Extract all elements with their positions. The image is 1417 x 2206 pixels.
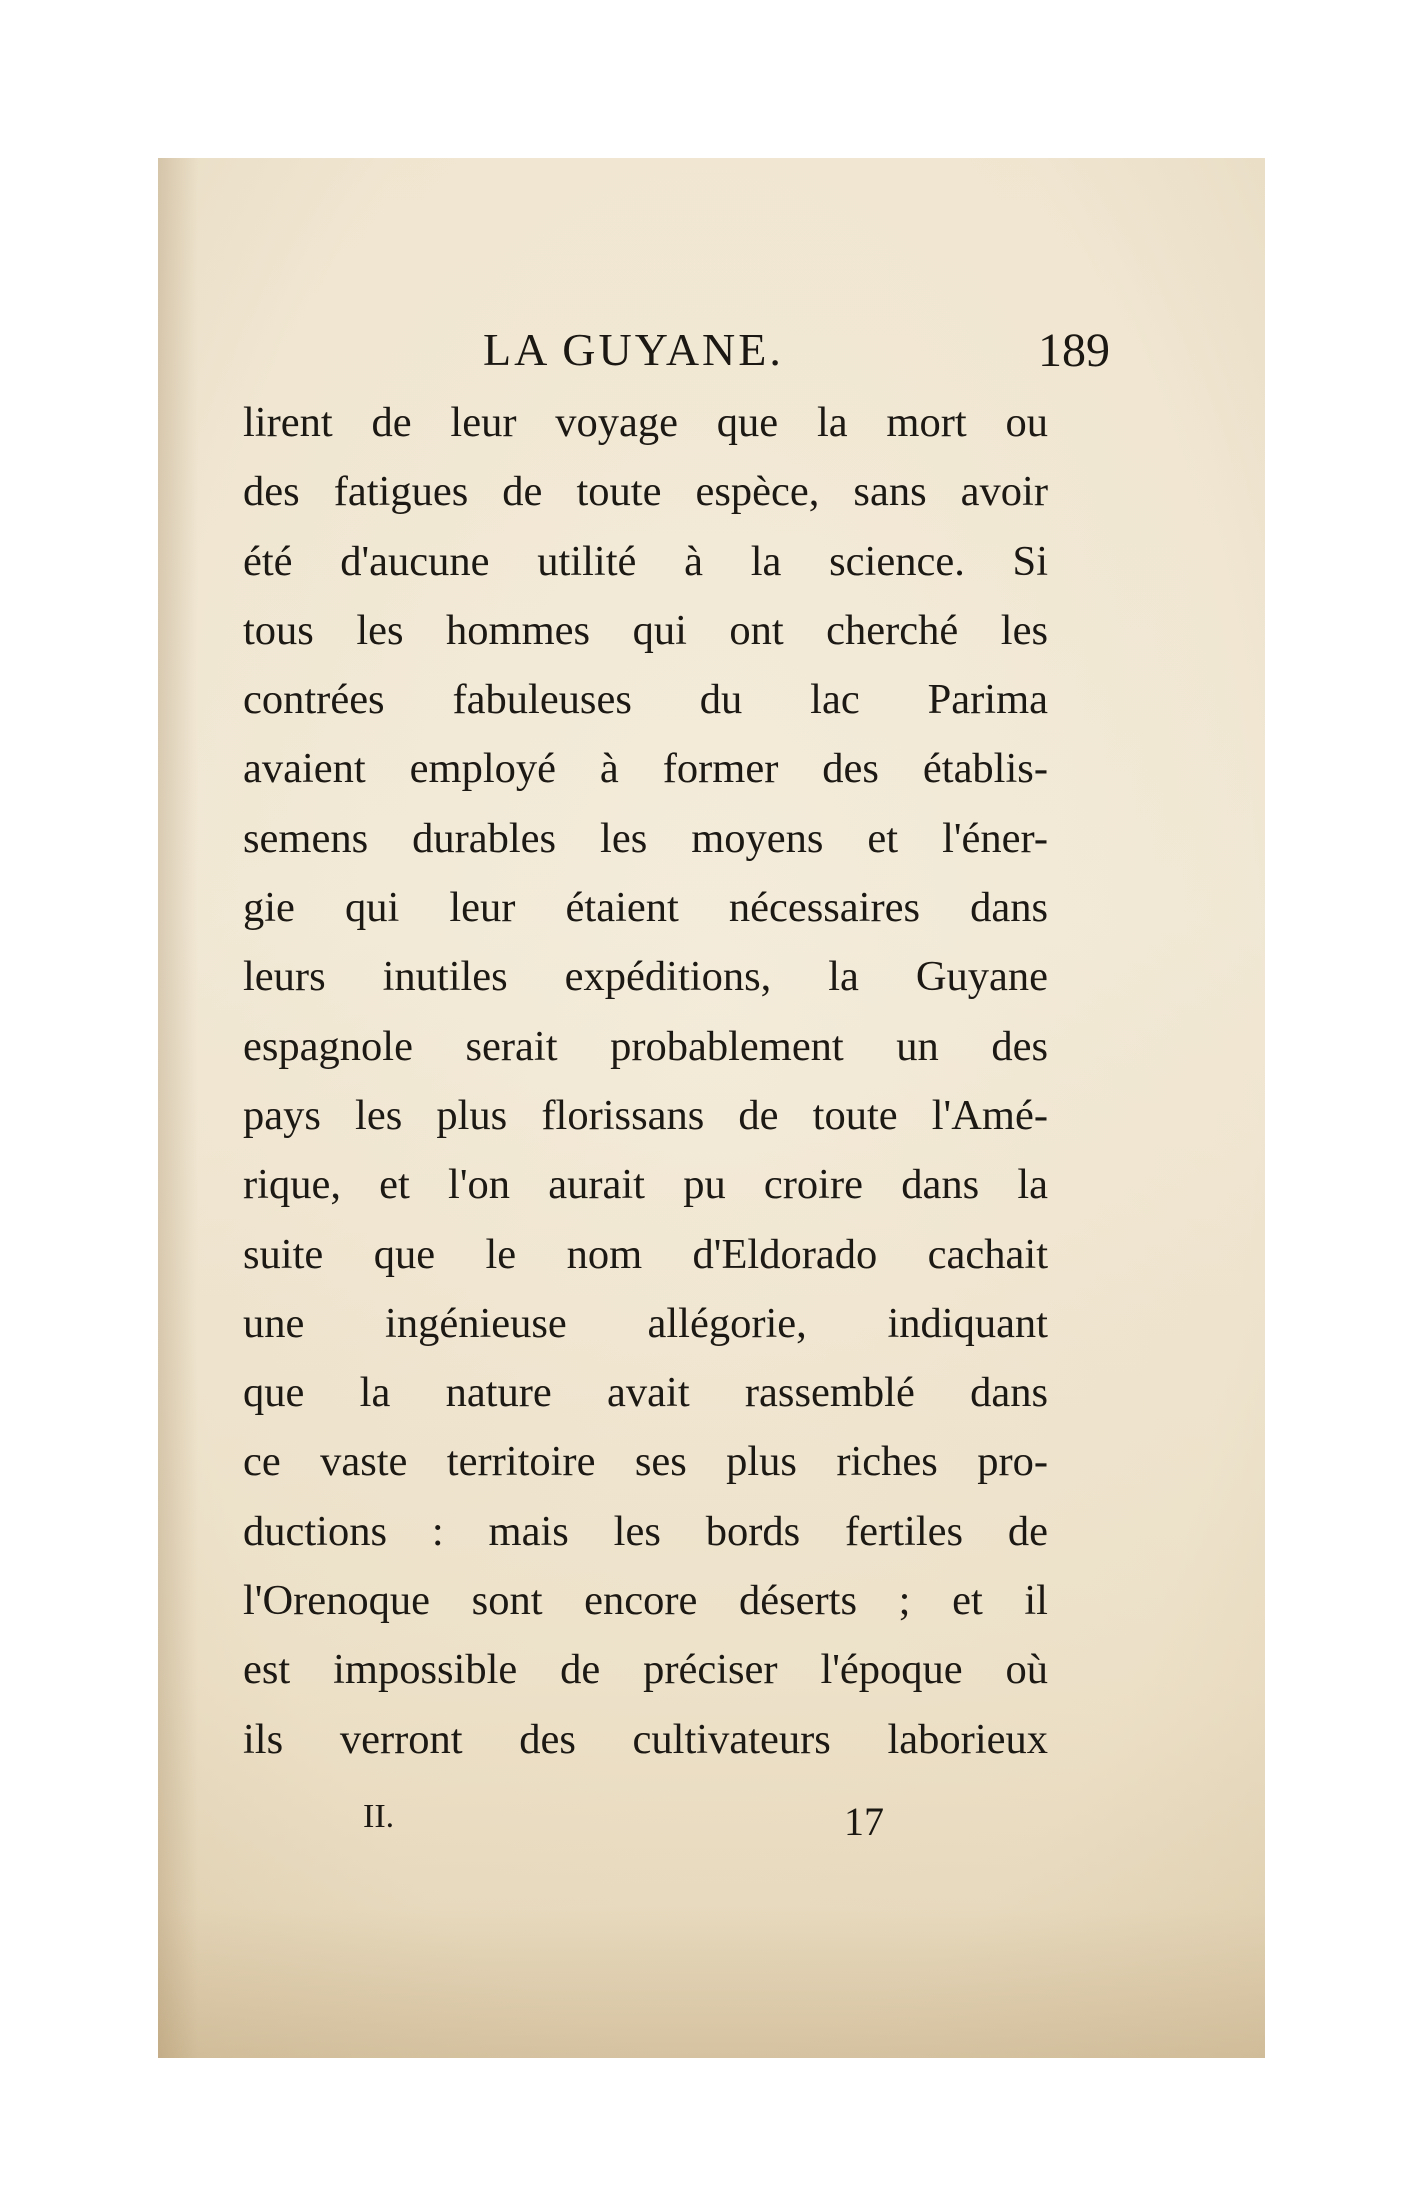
page-number: 189 <box>1038 324 1110 377</box>
text-line: ils verront des cultivateurs laborieux <box>243 1715 1048 1763</box>
page-footer <box>158 1798 1265 1848</box>
page-header <box>158 323 1265 383</box>
text-line: contrées fabuleuses du lac Parima <box>243 676 1048 724</box>
text-line: est impossible de préciser l'époque où <box>243 1646 1048 1694</box>
text-line: rique, et l'on aurait pu croire dans la <box>243 1161 1048 1209</box>
text-line: tous les hommes qui ont cherché les <box>243 606 1048 654</box>
text-line: l'Orenoque sont encore déserts ; et il <box>243 1577 1048 1625</box>
signature-mark: 17 <box>844 1799 884 1844</box>
text-line: ce vaste territoire ses plus riches pro- <box>243 1438 1048 1486</box>
text-line: pays les plus florissans de toute l'Amé- <box>243 1091 1048 1139</box>
text-line: été d'aucune utilité à la science. Si <box>243 537 1048 585</box>
text-line: que la nature avait rassemblé dans <box>243 1369 1048 1417</box>
running-title: LA GUYANE. <box>483 324 784 375</box>
text-line: ductions : mais les bords fertiles de <box>243 1507 1048 1555</box>
scanned-page <box>158 158 1265 2058</box>
body-text <box>243 388 1048 1774</box>
text-line: semens durables les moyens et l'éner- <box>243 814 1048 862</box>
text-line: avaient employé à former des établis- <box>243 745 1048 793</box>
text-line: des fatigues de toute espèce, sans avoir <box>243 468 1048 516</box>
text-line: suite que le nom d'Eldorado cachait <box>243 1230 1048 1278</box>
text-line: espagnole serait probablement un des <box>243 1022 1048 1070</box>
text-line: leurs inutiles expéditions, la Guyane <box>243 953 1048 1001</box>
text-line: une ingénieuse allégorie, indiquant <box>243 1299 1048 1347</box>
volume-mark: II. <box>363 1798 395 1835</box>
text-line: lirent de leur voyage que la mort ou <box>243 399 1048 446</box>
text-line: gie qui leur étaient nécessaires dans <box>243 884 1048 932</box>
